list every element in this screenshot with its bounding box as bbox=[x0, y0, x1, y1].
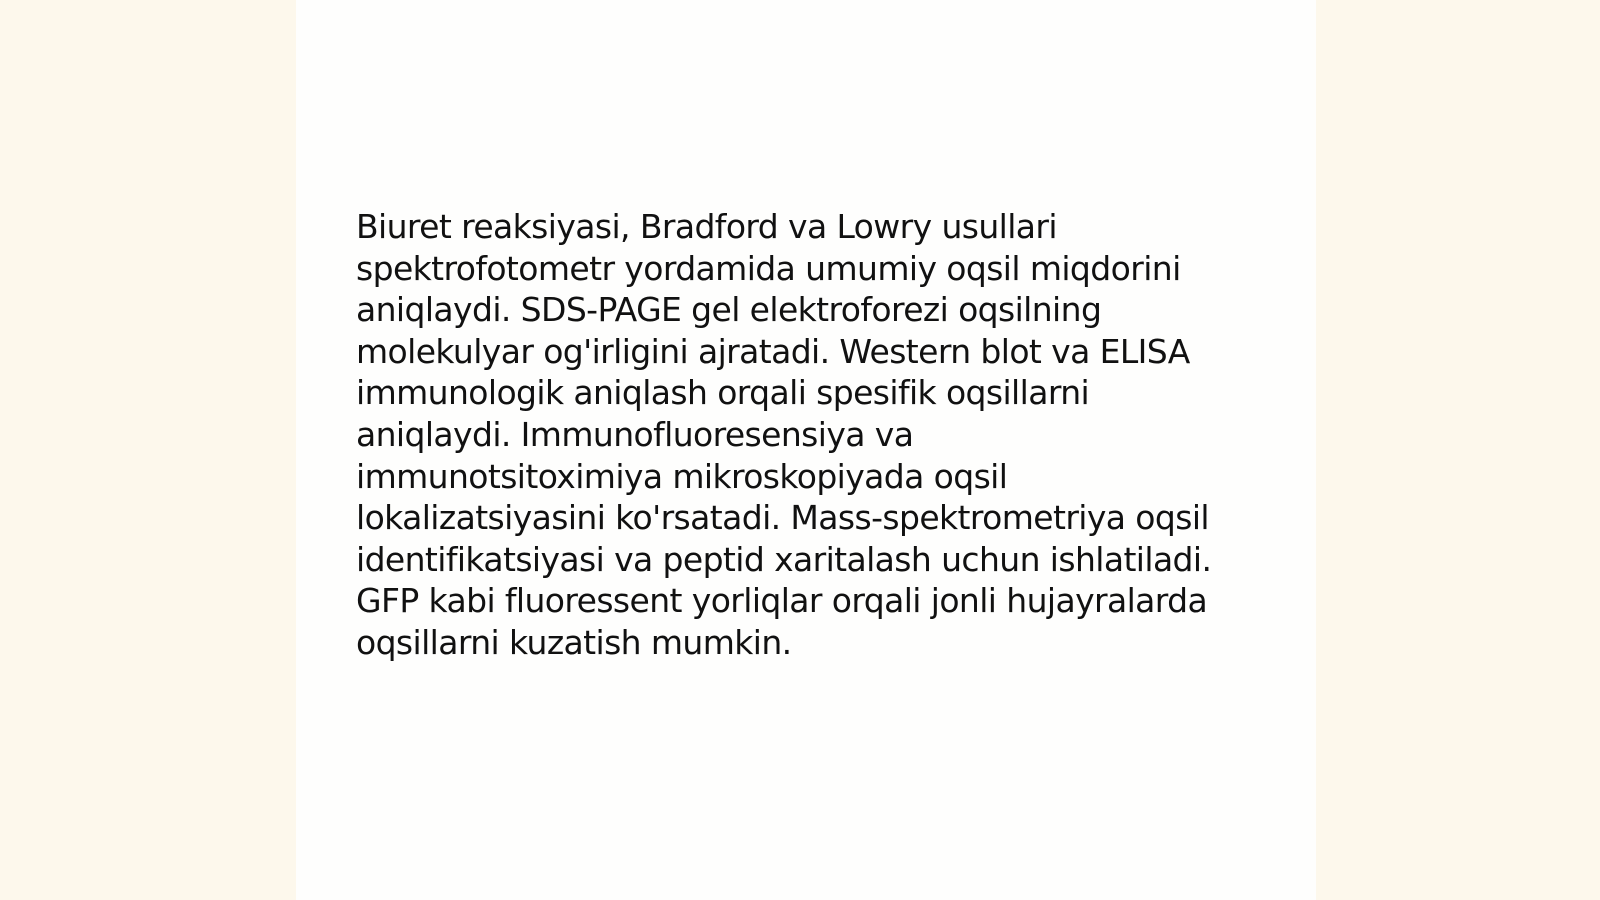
paragraph-line: oqsillarni kuzatish mumkin. bbox=[356, 622, 792, 662]
paragraph-line: aniqlaydi. Immunofluoresensiya va bbox=[356, 414, 914, 454]
paragraph-line: Biuret reaksiyasi, Bradford va Lowry usullari bbox=[356, 207, 1057, 246]
paragraph-line: GFP kabi fluoressent yorliqlar orqali jonli hujayralarda bbox=[356, 581, 1208, 621]
body-paragraph bbox=[356, 206, 1256, 664]
paragraph-line: immunotsitoximiya mikroskopiyada oqsil bbox=[356, 456, 1008, 496]
paragraph-line: immunologik aniqlash orqali spesifik oqsillarni bbox=[356, 373, 1090, 413]
paragraph-line: molekulyar og'irligini ajratadi. Western blot va ELISA bbox=[356, 331, 1190, 371]
paragraph-line: identifikatsiyasi va peptid xaritalash uchun ishlatiladi. bbox=[356, 539, 1212, 579]
paragraph-line: aniqlaydi. SDS-PAGE gel elektroforezi oqsilning bbox=[356, 290, 1102, 330]
paragraph-line: lokalizatsiyasini ko'rsatadi. Mass-spektrometriya oqsil bbox=[356, 498, 1209, 538]
document-page bbox=[296, 0, 1316, 900]
paragraph-line: spektrofotometr yordamida umumiy oqsil miqdorini bbox=[356, 248, 1181, 288]
